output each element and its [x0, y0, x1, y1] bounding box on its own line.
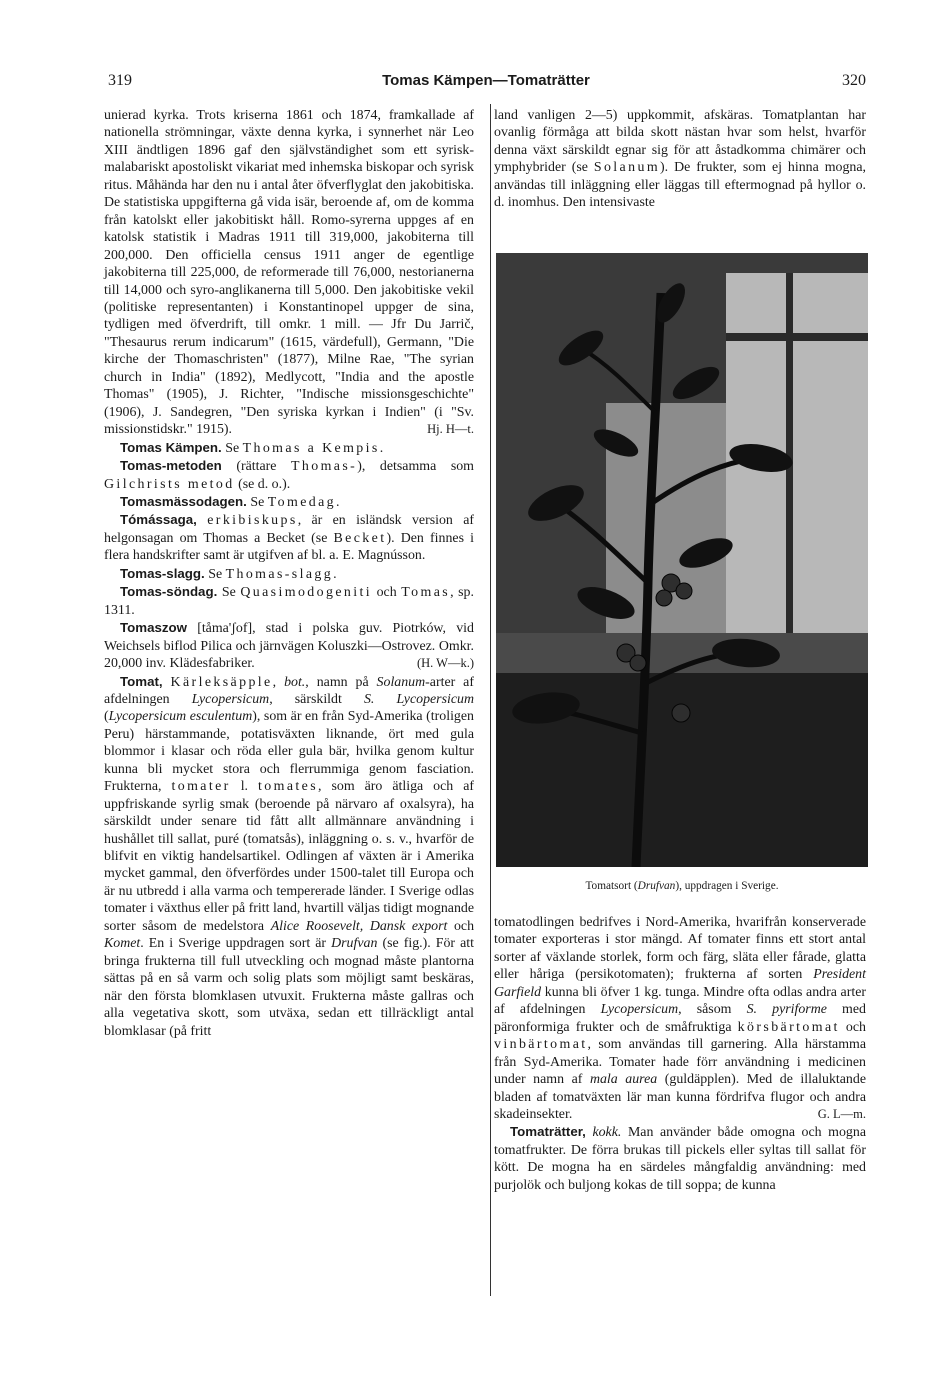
paragraph: land vanligen 2—5) uppkommit, afskäras. Tomatplantan har ovanlig förmåga att bilda skott nästan hvar som helst, hvarför denna växt särskildt egnar sig för att åstadkomma chimärer och ymphybrider (se Solanum). De frukter, som ej hinna mogna, användas till inläggning eller läggas till eftermognad på hyllor o. d. inomhus. Den intensivaste	[494, 108, 866, 211]
column-rule	[490, 104, 491, 1296]
headword: Tómássaga,	[120, 512, 197, 528]
cross-reference: Thomas-slagg	[225, 566, 334, 582]
running-title: Tomas Kämpen—Tomaträtter	[382, 72, 590, 89]
signature: G. L—m.	[817, 1106, 866, 1121]
entry-tomas-metoden: Tomas-metoden (rättare Thomas-), detsamma som Gilchrists metod (se d. o.).	[104, 458, 474, 492]
entry-tomaszow: Tomaszow [tåma'ʃof], stad i polska guv. Piotrków, vid Weichsels biflod Pilica och järnvägen Koluszki—Ostrovez. Omkr. 20,000 inv. Klädesfabriker. (H. W—k.)	[104, 620, 474, 672]
entry-tomatratter: Tomaträtter, kokk. Man använder både omogna och mogna tomatfrukter. De förra brukas till pickels eller syltas till sallat för kött. De mogna ha en särdeles mångfaldig användning: med purjolök och buljong kokas de till soppa; de kunna	[494, 1124, 866, 1193]
cross-reference: Thomas-	[291, 459, 358, 475]
headword: Tomas-söndag.	[120, 584, 218, 600]
entry-tomat: Tomat, Kärleksäpple, bot., namn på Solanum-arter af afdelningen Lycopersicum, särskildt S. Lycopersicum (Lycopersicum esculentum), som är en från Syd-Amerika (troligen Peru) härstammande, potatisväxten liknande, ört med gula blommor i klasar och röda eller gula bär, hvilka genom kultur kunna bli mycket stora och flerrummiga genom fasciation. Frukterna, tomater l. tomates, som äro ätliga och af uppfriskande syrlig smak (beroende på närvaro af oxalsyra), ha särskildt under senare tid fått allt allmännare användning i hushållet till sallat, puré (tomatsås), inläggning o. s. v., hvarför de blifvit en viktig handelsartikel. Odlingen af växten är i Amerika mycket gammal, den öfverfördes under 1500-talet till Europa och är nu utbredd i alla varma och tempererade länder. I Sverige odlas tomater i växthus eller på fritt land, hvartill väljas tidigt mognande sorter såsom de medelstora Alice Roosevelt, Dansk export och Komet. En i Sverige uppdragen sort är Drufvan (se fig.). För att bringa frukterna till full utveckling och mognad måste plantorna sättas på en så varm och solig plats som möjligt samt beskäras, när den första blomklasen utvuxit. Frukterna måste gallras och alla vegetativa skott, som utväxa, sedan ett tillräckligt antal blomklasar (på fritt	[104, 673, 475, 1039]
headword: Tomas Kämpen.	[120, 439, 222, 455]
headword: Tomaträtter,	[510, 1124, 586, 1140]
cross-reference: Kärleksäpple	[170, 674, 273, 690]
headword: Tomat,	[120, 673, 163, 689]
signature: (H. W—k.)	[416, 656, 474, 671]
figure-caption: Tomatsort (Drufvan), uppdragen i Sverige.	[585, 880, 779, 892]
page-number-left: 319	[108, 72, 132, 89]
cross-reference: Becket	[333, 530, 387, 546]
headword: Tomas-metoden	[120, 458, 222, 474]
cross-reference: erkibiskups	[207, 513, 298, 529]
entry-tomasmassodagen: Tomasmässodagen. Se Tomedag.	[120, 493, 340, 510]
left-column	[104, 107, 474, 1040]
cross-reference: Thomas a Kempis	[242, 440, 380, 456]
right-column-bottom	[494, 914, 866, 1194]
cross-reference: Tomas	[401, 585, 451, 601]
cross-reference: Solanum	[593, 160, 661, 176]
entry-tomas-sondag: Tomas-söndag. Se Quasimodogeniti och Tomas, sp. 1311.	[104, 584, 474, 618]
cross-reference: Gilchrists metod	[104, 476, 235, 492]
figure-photograph-tomato-plant	[496, 253, 868, 867]
tomato-plant-illustration	[496, 253, 868, 867]
page-number-right: 320	[842, 72, 866, 89]
signature: Hj. H—t.	[427, 422, 474, 437]
right-column-top	[494, 107, 866, 212]
paragraph: tomatodlingen bedrifves i Nord-Amerika, hvarifrån konserverade tomater exporteras i stor mängd. Af tomater finns ett stort antal sorter af växlande storlek, form och färg, släta eller fårade, glatta eller håriga (persikotomaten); frukterna af sorten President Garfield kunna bli öfver 1 kg. tunga. Mindre ofta odlas andra arter af afdelningen Lycopersicum, såsom S. pyriforme med päronformiga frukter och de småfruktiga körsbärtomat och vinbärtomat, som användas till garnering. Alla härstamma från Syd-Amerika. Tomater hade förr användning i medicinen under namn af mala aurea (guldäpplen). Med de illaluktande bladen af tomatväxten lär man kunna fördrifva flugor och andra skadeinsekter. G. L—m.	[494, 915, 866, 1122]
cross-reference: Tomedag	[267, 494, 337, 510]
headword: Tomaszow	[120, 620, 187, 636]
headword: Tomas-slagg.	[120, 565, 205, 581]
headword: Tomasmässodagen.	[120, 493, 247, 509]
paragraph: unierad kyrka. Trots kriserna 1861 och 1874, framkallade af nationella strömningar, växte denna kyrka, i synnerhet när Leo XIII ändtligen 1896 gaf den självständighet som ett syrisk-malabariskt apostoliskt vikariat med inhemska biskopar och syrisk ritus. Måhända har den nu i antal åter öfverflyglat den jakobitiska. De statistiska uppgifterna gå vida isär, beroende af, om de komma från katolskt eller jakobitiskt håll. Romo-syrerna uppges af en katolsk statistik i Madras 1911 till 319,000, jakobiterna till 200,000. Den officiella census 1911 anger de egentlige jakobiterna till 225,000, de reformerade till 76,000, nestorianerna till 14,000 och syro-anglikanerna till 5,000. Den jakobitiske vekil (politiske representanten) i Konstantinopel uppger de sina, tydligen med öfverdrift, till omkr. 1 mill. — Jfr Du Jarrič, "Thesaurus rerum indicarum" (1615, värdefull), Germann, "Die kirche der Thomaschristen" (1877), Milne Rae, "The syrian church in India" (1892), Medlycott, "India and the apostle Thomas" (1905), J. Richter, "Indische missionsgeschichte" (1906), J. Sandegren, "Den syriska kyrkan i Indien" (i "Sv. missionstidskr." 1915). Hj. H—t.	[104, 108, 474, 438]
entry-tomassaga: Tómássaga, erkibiskups, är en isländsk version af helgonsagan om Thomas a Becket (se Becket). Den finnes i flera handskrifter samt är utgifven af bl. a. E. Magnússon.	[104, 512, 475, 564]
entry-tomas-slagg: Tomas-slagg. Se Thomas-slagg.	[120, 565, 337, 582]
entry-tomas-kampen: Tomas Kämpen. Se Thomas a Kempis.	[120, 439, 384, 456]
page-header	[100, 72, 872, 98]
cross-reference: Quasimodogeniti	[240, 585, 373, 601]
